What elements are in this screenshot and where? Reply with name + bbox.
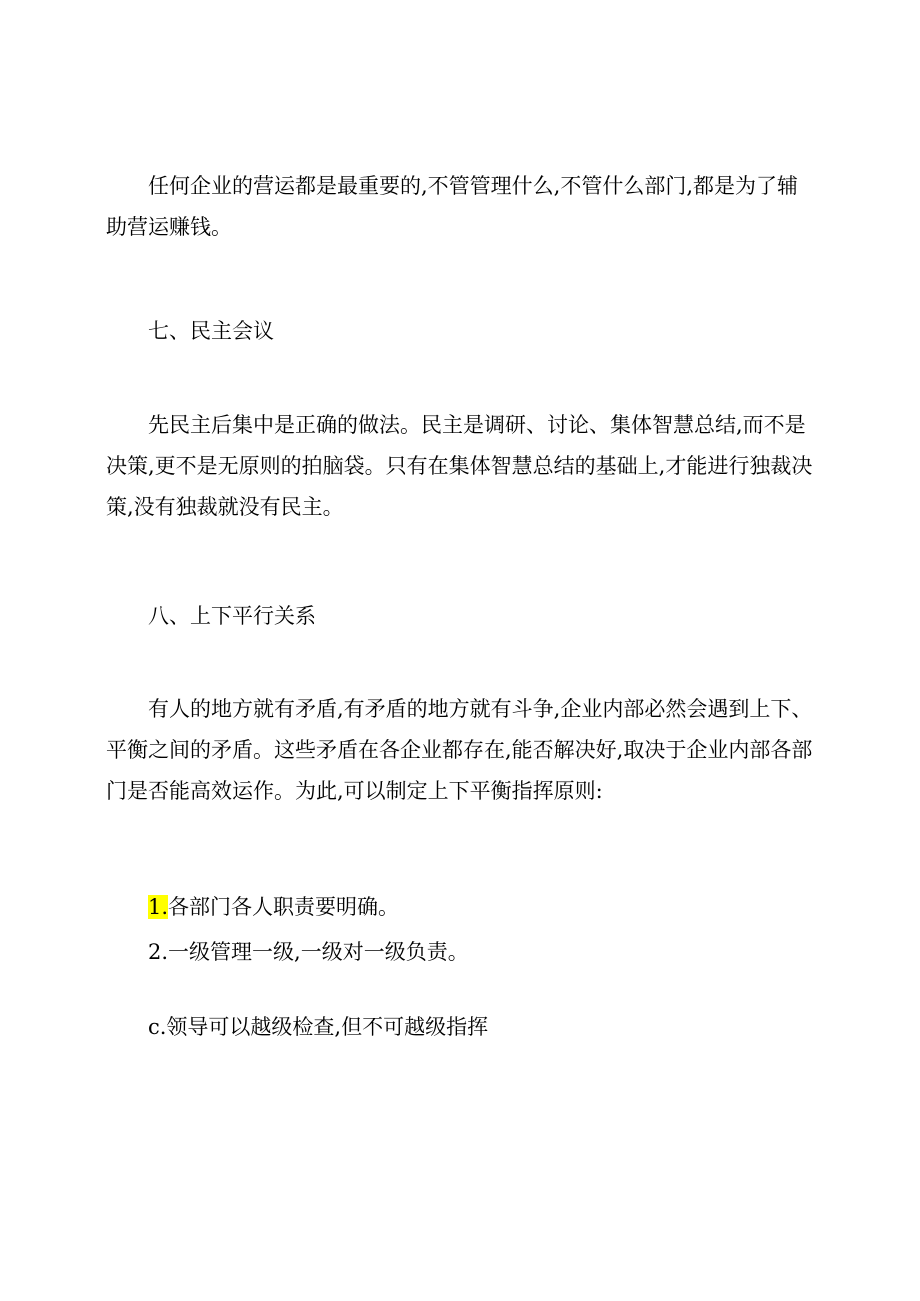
paragraph-conflicts: 有人的地方就有矛盾,有矛盾的地方就有斗争,企业内部必然会遇到上下、平衡之间的矛盾。这些矛盾在各企业都存在,能否解决好,取决于企业内部各部门是否能高效运作。为此,可以制定上下平衡指挥原则: [106,697,813,803]
paragraph-democracy: 先民主后集中是正确的做法。民主是调研、讨论、集体智慧总结,而不是决策,更不是无原则的拍脑袋。只有在集体智慧总结的基础上,才能进行独裁决策,没有独裁就没有民主。 [106,413,813,519]
list-item-1-text: 各部门各人职责要明确。 [168,895,400,919]
list-item-3: c.领导可以越级检查,但不可越级指挥 [148,1015,489,1039]
list-item-1-number: 1. [148,895,169,919]
list-item-1 [148,887,399,928]
heading-parallel-relations: 八、上下平行关系 [148,604,316,628]
paragraph-operations: 任何企业的营运都是最重要的,不管管理什么,不管什么部门,都是为了辅助营运赚钱。 [106,174,799,239]
list-item-2: 2.一级管理一级,一级对一级负责。 [148,940,469,964]
heading-democratic-meeting: 七、民主会议 [148,319,274,343]
